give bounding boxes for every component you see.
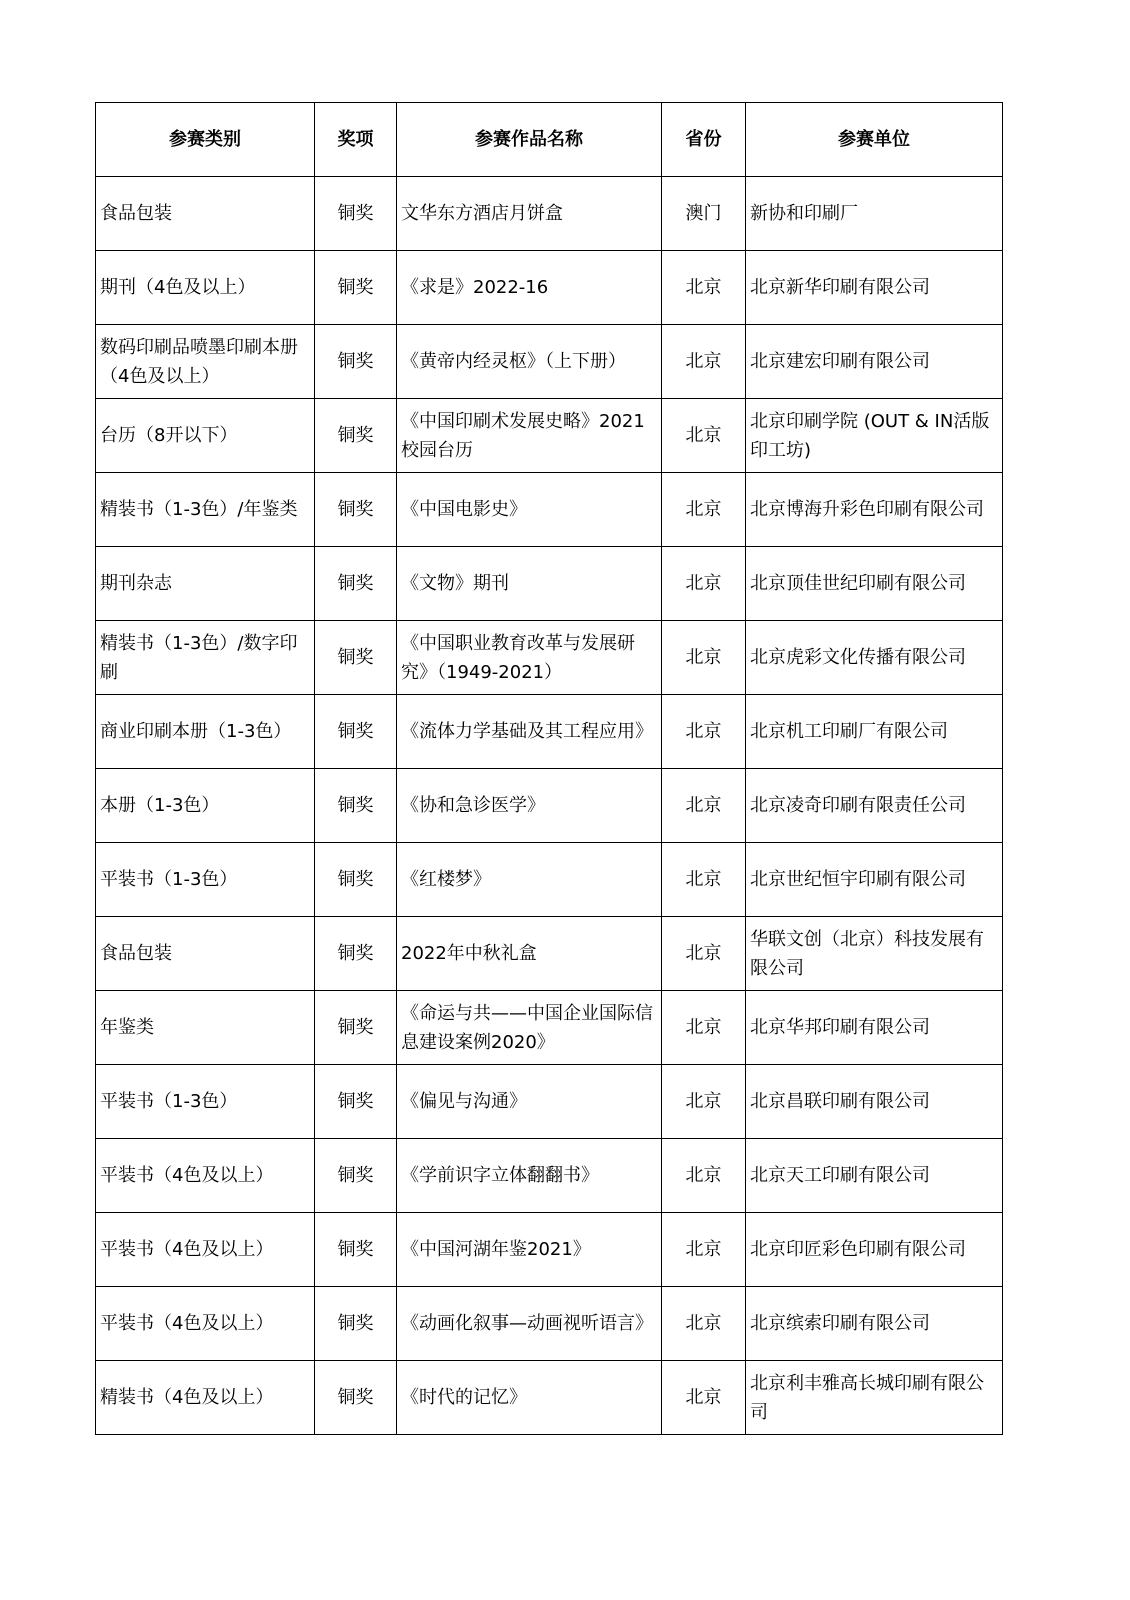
cell-unit: 北京昌联印刷有限公司 bbox=[746, 1065, 1003, 1139]
cell-unit: 北京博海升彩色印刷有限公司 bbox=[746, 473, 1003, 547]
cell-unit: 北京世纪恒宇印刷有限公司 bbox=[746, 843, 1003, 917]
cell-unit: 北京凌奇印刷有限责任公司 bbox=[746, 769, 1003, 843]
cell-title: 《动画化叙事—动画视听语言》 bbox=[397, 1287, 662, 1361]
cell-province: 北京 bbox=[662, 325, 746, 399]
cell-province: 北京 bbox=[662, 1213, 746, 1287]
cell-award: 铜奖 bbox=[315, 473, 397, 547]
cell-category: 数码印刷品喷墨印刷本册（4色及以上） bbox=[96, 325, 315, 399]
header-unit: 参赛单位 bbox=[746, 103, 1003, 177]
cell-province: 北京 bbox=[662, 473, 746, 547]
cell-category: 食品包装 bbox=[96, 917, 315, 991]
cell-award: 铜奖 bbox=[315, 1213, 397, 1287]
table-row bbox=[96, 547, 1003, 621]
cell-category: 期刊杂志 bbox=[96, 547, 315, 621]
cell-unit: 北京缤索印刷有限公司 bbox=[746, 1287, 1003, 1361]
cell-title: 《黄帝内经灵枢》（上下册） bbox=[397, 325, 662, 399]
cell-title: 《中国河湖年鉴2021》 bbox=[397, 1213, 662, 1287]
table-row bbox=[96, 325, 1003, 399]
cell-province: 北京 bbox=[662, 917, 746, 991]
cell-unit: 新协和印刷厂 bbox=[746, 177, 1003, 251]
table-row bbox=[96, 991, 1003, 1065]
cell-category: 台历（8开以下） bbox=[96, 399, 315, 473]
cell-title: 《流体力学基础及其工程应用》 bbox=[397, 695, 662, 769]
cell-award: 铜奖 bbox=[315, 917, 397, 991]
cell-category: 本册（1-3色） bbox=[96, 769, 315, 843]
cell-category: 平装书（1-3色） bbox=[96, 843, 315, 917]
cell-title: 《命运与共——中国企业国际信息建设案例2020》 bbox=[397, 991, 662, 1065]
cell-award: 铜奖 bbox=[315, 1065, 397, 1139]
cell-province: 北京 bbox=[662, 695, 746, 769]
awards-table bbox=[95, 102, 1003, 1435]
table-row bbox=[96, 1065, 1003, 1139]
cell-unit: 北京印刷学院 (OUT & IN活版印工坊) bbox=[746, 399, 1003, 473]
cell-category: 精装书（4色及以上） bbox=[96, 1361, 315, 1435]
cell-title: 《文物》期刊 bbox=[397, 547, 662, 621]
cell-province: 北京 bbox=[662, 1139, 746, 1213]
cell-province: 北京 bbox=[662, 621, 746, 695]
cell-unit: 北京虎彩文化传播有限公司 bbox=[746, 621, 1003, 695]
cell-category: 年鉴类 bbox=[96, 991, 315, 1065]
cell-award: 铜奖 bbox=[315, 991, 397, 1065]
cell-unit: 北京建宏印刷有限公司 bbox=[746, 325, 1003, 399]
cell-category: 平装书（1-3色） bbox=[96, 1065, 315, 1139]
table-row bbox=[96, 177, 1003, 251]
table-row bbox=[96, 769, 1003, 843]
header-award: 奖项 bbox=[315, 103, 397, 177]
cell-award: 铜奖 bbox=[315, 547, 397, 621]
cell-unit: 北京天工印刷有限公司 bbox=[746, 1139, 1003, 1213]
cell-category: 食品包装 bbox=[96, 177, 315, 251]
cell-province: 北京 bbox=[662, 251, 746, 325]
cell-award: 铜奖 bbox=[315, 621, 397, 695]
cell-title: 文华东方酒店月饼盒 bbox=[397, 177, 662, 251]
table-body bbox=[96, 177, 1003, 1435]
cell-unit: 北京顶佳世纪印刷有限公司 bbox=[746, 547, 1003, 621]
cell-unit: 北京印匠彩色印刷有限公司 bbox=[746, 1213, 1003, 1287]
cell-title: 《学前识字立体翻翻书》 bbox=[397, 1139, 662, 1213]
cell-category: 平装书（4色及以上） bbox=[96, 1139, 315, 1213]
cell-title: 《中国电影史》 bbox=[397, 473, 662, 547]
table-row bbox=[96, 473, 1003, 547]
cell-unit: 北京机工印刷厂有限公司 bbox=[746, 695, 1003, 769]
table-row bbox=[96, 1139, 1003, 1213]
cell-province: 北京 bbox=[662, 1287, 746, 1361]
cell-category: 期刊（4色及以上） bbox=[96, 251, 315, 325]
cell-title: 《协和急诊医学》 bbox=[397, 769, 662, 843]
cell-award: 铜奖 bbox=[315, 325, 397, 399]
cell-province: 北京 bbox=[662, 547, 746, 621]
cell-category: 商业印刷本册（1-3色） bbox=[96, 695, 315, 769]
cell-title: 《中国印刷术发展史略》2021校园台历 bbox=[397, 399, 662, 473]
table-row bbox=[96, 399, 1003, 473]
table-row bbox=[96, 1287, 1003, 1361]
table-row bbox=[96, 1213, 1003, 1287]
table-row bbox=[96, 695, 1003, 769]
cell-unit: 北京新华印刷有限公司 bbox=[746, 251, 1003, 325]
cell-title: 2022年中秋礼盒 bbox=[397, 917, 662, 991]
cell-award: 铜奖 bbox=[315, 177, 397, 251]
cell-province: 澳门 bbox=[662, 177, 746, 251]
cell-category: 平装书（4色及以上） bbox=[96, 1213, 315, 1287]
header-title: 参赛作品名称 bbox=[397, 103, 662, 177]
table-row bbox=[96, 917, 1003, 991]
cell-unit: 北京华邦印刷有限公司 bbox=[746, 991, 1003, 1065]
cell-province: 北京 bbox=[662, 991, 746, 1065]
cell-unit: 华联文创（北京）科技发展有限公司 bbox=[746, 917, 1003, 991]
table-row bbox=[96, 621, 1003, 695]
cell-unit: 北京利丰雅高长城印刷有限公司 bbox=[746, 1361, 1003, 1435]
header-category: 参赛类别 bbox=[96, 103, 315, 177]
cell-title: 《红楼梦》 bbox=[397, 843, 662, 917]
cell-award: 铜奖 bbox=[315, 1287, 397, 1361]
cell-province: 北京 bbox=[662, 1065, 746, 1139]
cell-province: 北京 bbox=[662, 843, 746, 917]
cell-title: 《求是》2022-16 bbox=[397, 251, 662, 325]
cell-title: 《偏见与沟通》 bbox=[397, 1065, 662, 1139]
cell-province: 北京 bbox=[662, 769, 746, 843]
cell-province: 北京 bbox=[662, 399, 746, 473]
cell-award: 铜奖 bbox=[315, 769, 397, 843]
cell-title: 《中国职业教育改革与发展研究》（1949-2021） bbox=[397, 621, 662, 695]
cell-category: 精装书（1-3色）/年鉴类 bbox=[96, 473, 315, 547]
table-header-row bbox=[96, 103, 1003, 177]
cell-award: 铜奖 bbox=[315, 399, 397, 473]
cell-award: 铜奖 bbox=[315, 843, 397, 917]
cell-province: 北京 bbox=[662, 1361, 746, 1435]
table-row bbox=[96, 251, 1003, 325]
cell-award: 铜奖 bbox=[315, 1139, 397, 1213]
table-row bbox=[96, 1361, 1003, 1435]
cell-award: 铜奖 bbox=[315, 695, 397, 769]
cell-award: 铜奖 bbox=[315, 251, 397, 325]
table-row bbox=[96, 843, 1003, 917]
header-province: 省份 bbox=[662, 103, 746, 177]
cell-category: 精装书（1-3色）/数字印刷 bbox=[96, 621, 315, 695]
cell-category: 平装书（4色及以上） bbox=[96, 1287, 315, 1361]
cell-award: 铜奖 bbox=[315, 1361, 397, 1435]
cell-title: 《时代的记忆》 bbox=[397, 1361, 662, 1435]
